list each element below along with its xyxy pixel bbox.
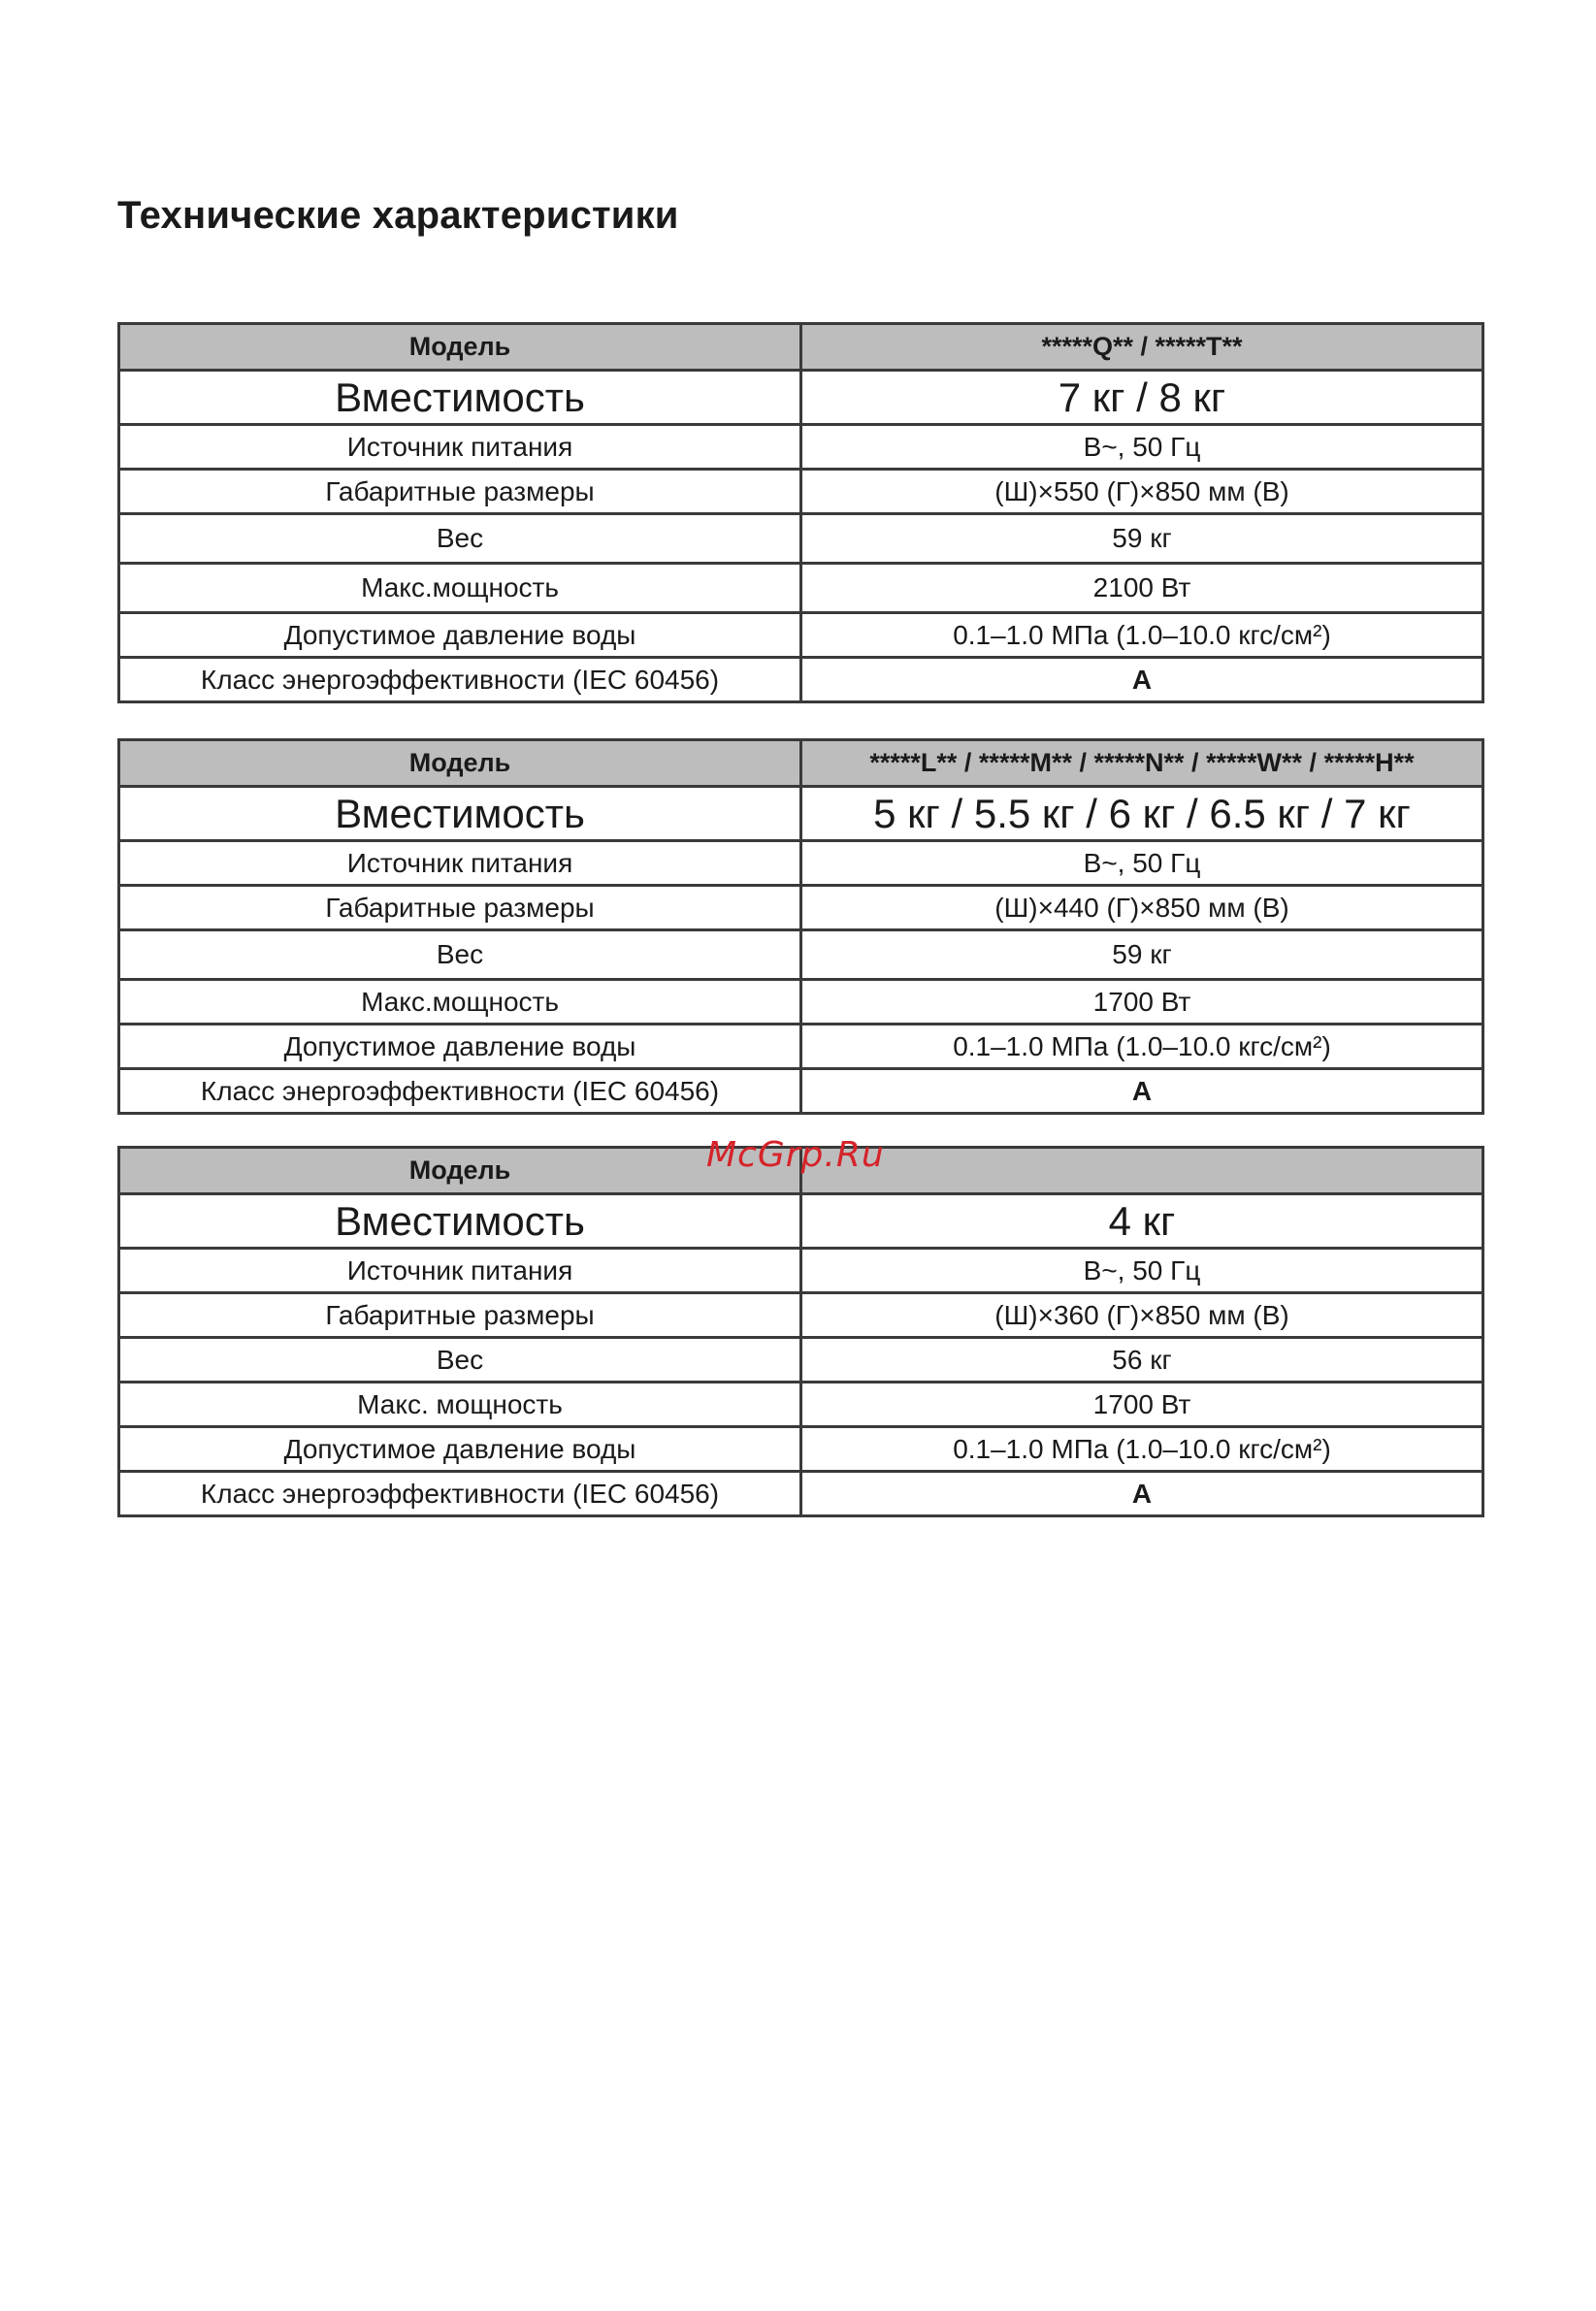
- capacity-row: [119, 1194, 1483, 1249]
- table-row: [119, 930, 1483, 980]
- table-row: [119, 470, 1483, 514]
- model-label: Модель: [119, 324, 801, 371]
- model-value: *****Q** / *****T**: [801, 324, 1483, 371]
- row-value: 1700 Вт: [801, 980, 1483, 1025]
- row-label: Класс энергоэффективности (IEC 60456): [119, 1069, 801, 1114]
- capacity-value: 5 кг / 5.5 кг / 6 кг / 6.5 кг / 7 кг: [801, 787, 1483, 841]
- table-row: [119, 425, 1483, 470]
- row-label: Макс.мощность: [119, 980, 801, 1025]
- table-header-row: [119, 740, 1483, 787]
- spec-table-3: [117, 1146, 1484, 1517]
- capacity-label: Вместимость: [119, 371, 801, 425]
- capacity-row: [119, 787, 1483, 841]
- row-label: Класс энергоэффективности (IEC 60456): [119, 658, 801, 702]
- row-value: A: [801, 1472, 1483, 1516]
- row-label: Вес: [119, 1338, 801, 1383]
- row-label: Допустимое давление воды: [119, 613, 801, 658]
- row-value: 0.1–1.0 МПа (1.0–10.0 кгс/см²): [801, 1025, 1483, 1069]
- table-row: [119, 1383, 1483, 1427]
- model-value: *****L** / *****M** / *****N** / *****W** / *****H**: [801, 740, 1483, 787]
- capacity-label: Вместимость: [119, 787, 801, 841]
- row-label: Макс.мощность: [119, 564, 801, 613]
- row-label: Габаритные размеры: [119, 886, 801, 930]
- table-row: [119, 1338, 1483, 1383]
- row-label: Вес: [119, 514, 801, 564]
- row-value: (Ш)×550 (Г)×850 мм (В): [801, 470, 1483, 514]
- row-value: 59 кг: [801, 930, 1483, 980]
- row-value: 59 кг: [801, 514, 1483, 564]
- model-label: Модель: [119, 740, 801, 787]
- table-row: [119, 886, 1483, 930]
- table-row: [119, 564, 1483, 613]
- watermark-text: McGrp.Ru: [706, 1135, 885, 1175]
- row-value: 1700 Вт: [801, 1383, 1483, 1427]
- row-label: Допустимое давление воды: [119, 1025, 801, 1069]
- row-label: Источник питания: [119, 1249, 801, 1293]
- spec-table-2: [117, 738, 1484, 1115]
- row-value: 0.1–1.0 МПа (1.0–10.0 кгс/см²): [801, 1427, 1483, 1472]
- model-label: Модель: [119, 1148, 801, 1194]
- row-label: Габаритные размеры: [119, 1293, 801, 1338]
- row-label: Источник питания: [119, 841, 801, 886]
- row-value: 56 кг: [801, 1338, 1483, 1383]
- table-row: [119, 841, 1483, 886]
- capacity-value: 4 кг: [801, 1194, 1483, 1249]
- row-value: A: [801, 1069, 1483, 1114]
- capacity-row: [119, 371, 1483, 425]
- table-row: [119, 1069, 1483, 1114]
- row-value: A: [801, 658, 1483, 702]
- table-row: [119, 1293, 1483, 1338]
- row-value: (Ш)×360 (Г)×850 мм (В): [801, 1293, 1483, 1338]
- row-value: 0.1–1.0 МПа (1.0–10.0 кгс/см²): [801, 613, 1483, 658]
- spec-table-1: [117, 322, 1484, 703]
- table-row: [119, 1472, 1483, 1516]
- row-label: Класс энергоэффективности (IEC 60456): [119, 1472, 801, 1516]
- model-value: [801, 1148, 1483, 1194]
- row-value: В~, 50 Гц: [801, 425, 1483, 470]
- table-header-row: [119, 324, 1483, 371]
- row-value: В~, 50 Гц: [801, 1249, 1483, 1293]
- row-label: Допустимое давление воды: [119, 1427, 801, 1472]
- table-row: [119, 613, 1483, 658]
- capacity-value: 7 кг / 8 кг: [801, 371, 1483, 425]
- capacity-label: Вместимость: [119, 1194, 801, 1249]
- row-value: 2100 Вт: [801, 564, 1483, 613]
- row-value: В~, 50 Гц: [801, 841, 1483, 886]
- page-title: Технические характеристики: [117, 194, 679, 237]
- table-row: [119, 1427, 1483, 1472]
- table-row: [119, 514, 1483, 564]
- table-row: [119, 980, 1483, 1025]
- table-row: [119, 1249, 1483, 1293]
- row-label: Макс. мощность: [119, 1383, 801, 1427]
- table-row: [119, 658, 1483, 702]
- table-row: [119, 1025, 1483, 1069]
- row-label: Вес: [119, 930, 801, 980]
- row-label: Источник питания: [119, 425, 801, 470]
- row-label: Габаритные размеры: [119, 470, 801, 514]
- row-value: (Ш)×440 (Г)×850 мм (В): [801, 886, 1483, 930]
